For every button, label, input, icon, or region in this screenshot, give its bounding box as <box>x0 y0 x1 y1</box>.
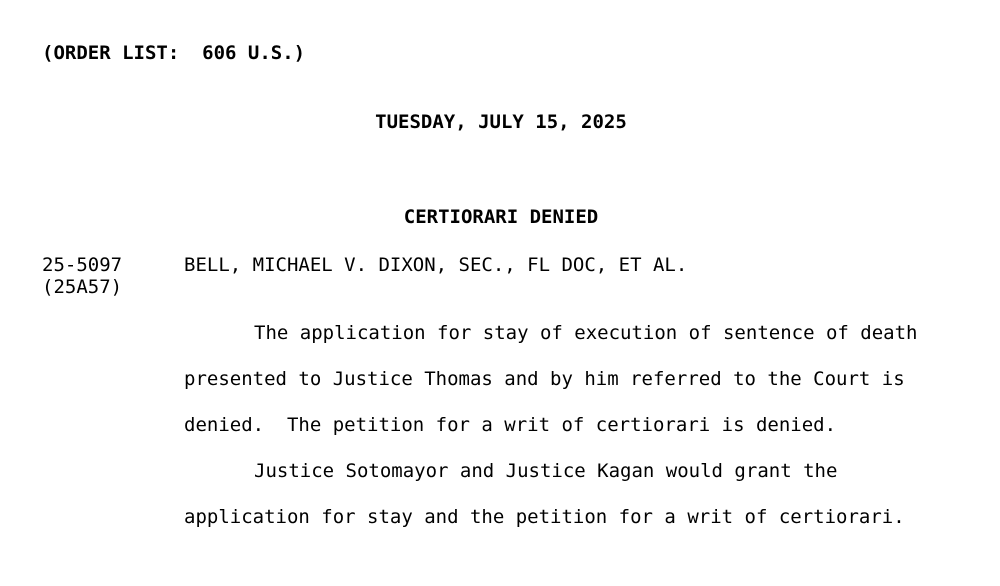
section-title: CERTIORARI DENIED <box>403 206 599 228</box>
application-number: (25A57) <box>42 276 123 298</box>
order-text-line: Justice Sotomayor and Justice Kagan would grant the <box>254 460 838 482</box>
case-caption: BELL, MICHAEL V. DIXON, SEC., FL DOC, ET AL. <box>184 254 688 276</box>
order-date: TUESDAY, JULY 15, 2025 <box>375 111 627 133</box>
order-text-line: application for stay and the petition for a writ of certiorari. <box>184 506 905 528</box>
order-text-line: denied. The petition for a writ of certiorari is denied. <box>184 414 837 436</box>
order-text-line: presented to Justice Thomas and by him referred to the Court is <box>184 368 905 390</box>
order-list-heading: (ORDER LIST: 606 U.S.) <box>42 42 306 64</box>
order-text-line: The application for stay of execution of sentence of death <box>254 322 918 344</box>
docket-number: 25-5097 <box>42 254 123 276</box>
